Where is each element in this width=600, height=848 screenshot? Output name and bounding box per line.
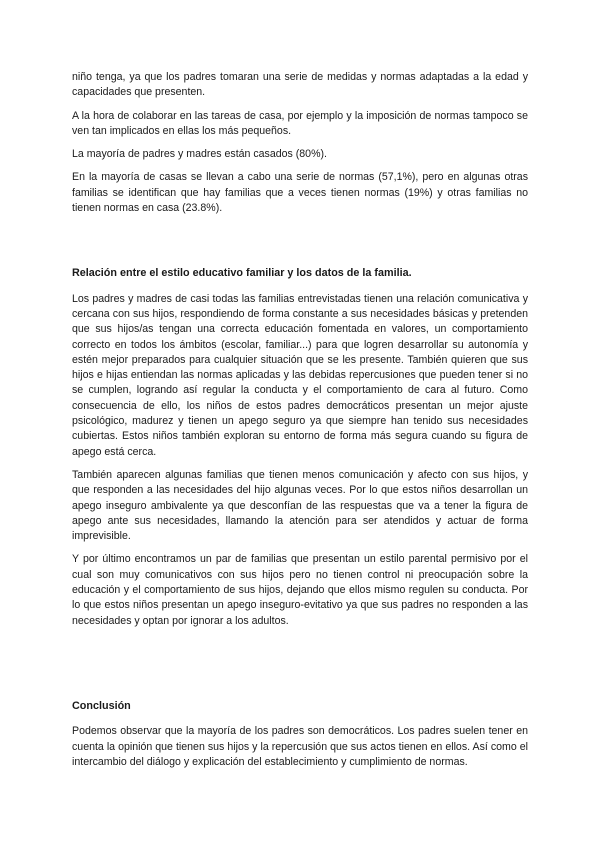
paragraph: La mayoría de padres y madres están casados (80%). — [72, 148, 327, 161]
paragraph: A la hora de colaborar en las tareas de casa, por ejemplo y la imposición de normas tampoco se ven tan implicados en ellas los más pequeños. — [72, 109, 528, 137]
paragraph: También aparecen algunas familias que tienen menos comunicación y afecto con sus hijos, y que responden a las necesidades del hijo algunas veces. Por lo que estos niños desarrollan un apego inseguro ambivalente ya que desconfían de las respuestas que va a tener la figura de apego ante sus necesidades, llamando la atención para ser atendidos y actuar de forma imprevisible. — [72, 468, 528, 543]
paragraph: niño tenga, ya que los padres tomaran una serie de medidas y normas adaptadas a la edad y capacidades que presenten. — [72, 71, 528, 99]
paragraph: Podemos observar que la mayoría de los padres son democráticos. Los padres suelen tener en cuenta la opinión que tienen sus hijos y la repercusión que sus actos tienen en ellos. Así como el intercambio del diálogo y explicación del establecimiento y cumplimiento de normas. — [72, 725, 528, 768]
paragraph: En la mayoría de casas se llevan a cabo una serie de normas (57,1%), pero en algunas otras familias se identifican que hay familias que a veces tienen normas (19%) y otras familias no tienen normas en casa (23.8%). — [72, 171, 528, 215]
paragraph: Y por último encontramos un par de familias que presentan un estilo parental permisivo por el cual son muy comunicativos con sus hijos pero no tienen control ni preocupación sobre la educación y el comportamiento de sus hijos, dejando que ellos mismo regulen su conducta. Por lo que estos niños presentan un apego inseguro-evitativo ya que sus padres no responden a las necesidades y optan por ignorar a los adultos. — [72, 553, 528, 627]
section-heading-relacion: Relación entre el estilo educativo familiar y los datos de la familia. — [72, 267, 412, 280]
paragraph: Los padres y madres de casi todas las familias entrevistadas tienen una relación comunicativa y cercana con sus hijos, respondiendo de forma constante a sus necesidades básicas y pretenden que sus hijos/as tengan una correcta educación fomentada en valores, un comportamiento correcto en todos los ámbitos (escolar, familiar...) para que logren desarrollar su autonomía y estén mejor preparados para cualquier situación que se les presente. También quieren que sus hijos e hijas entiendan las normas aplicadas y las debidas repercusiones que pueden tener si no se cumplen, logrando así regular la conducta y el comportamiento de cara al futuro. Como consecuencia de ello, los niños de estos padres democráticos presentan un mejor ajuste psicológico, madurez y tienen un apego seguro ya que siempre han tenido sus necesidades cubiertas. Estos niños también exploran su entorno de forma más segura cuando su figura de apego está cerca. — [72, 292, 528, 458]
section-heading-conclusion: Conclusión — [72, 699, 131, 712]
document-page — [72, 70, 528, 770]
